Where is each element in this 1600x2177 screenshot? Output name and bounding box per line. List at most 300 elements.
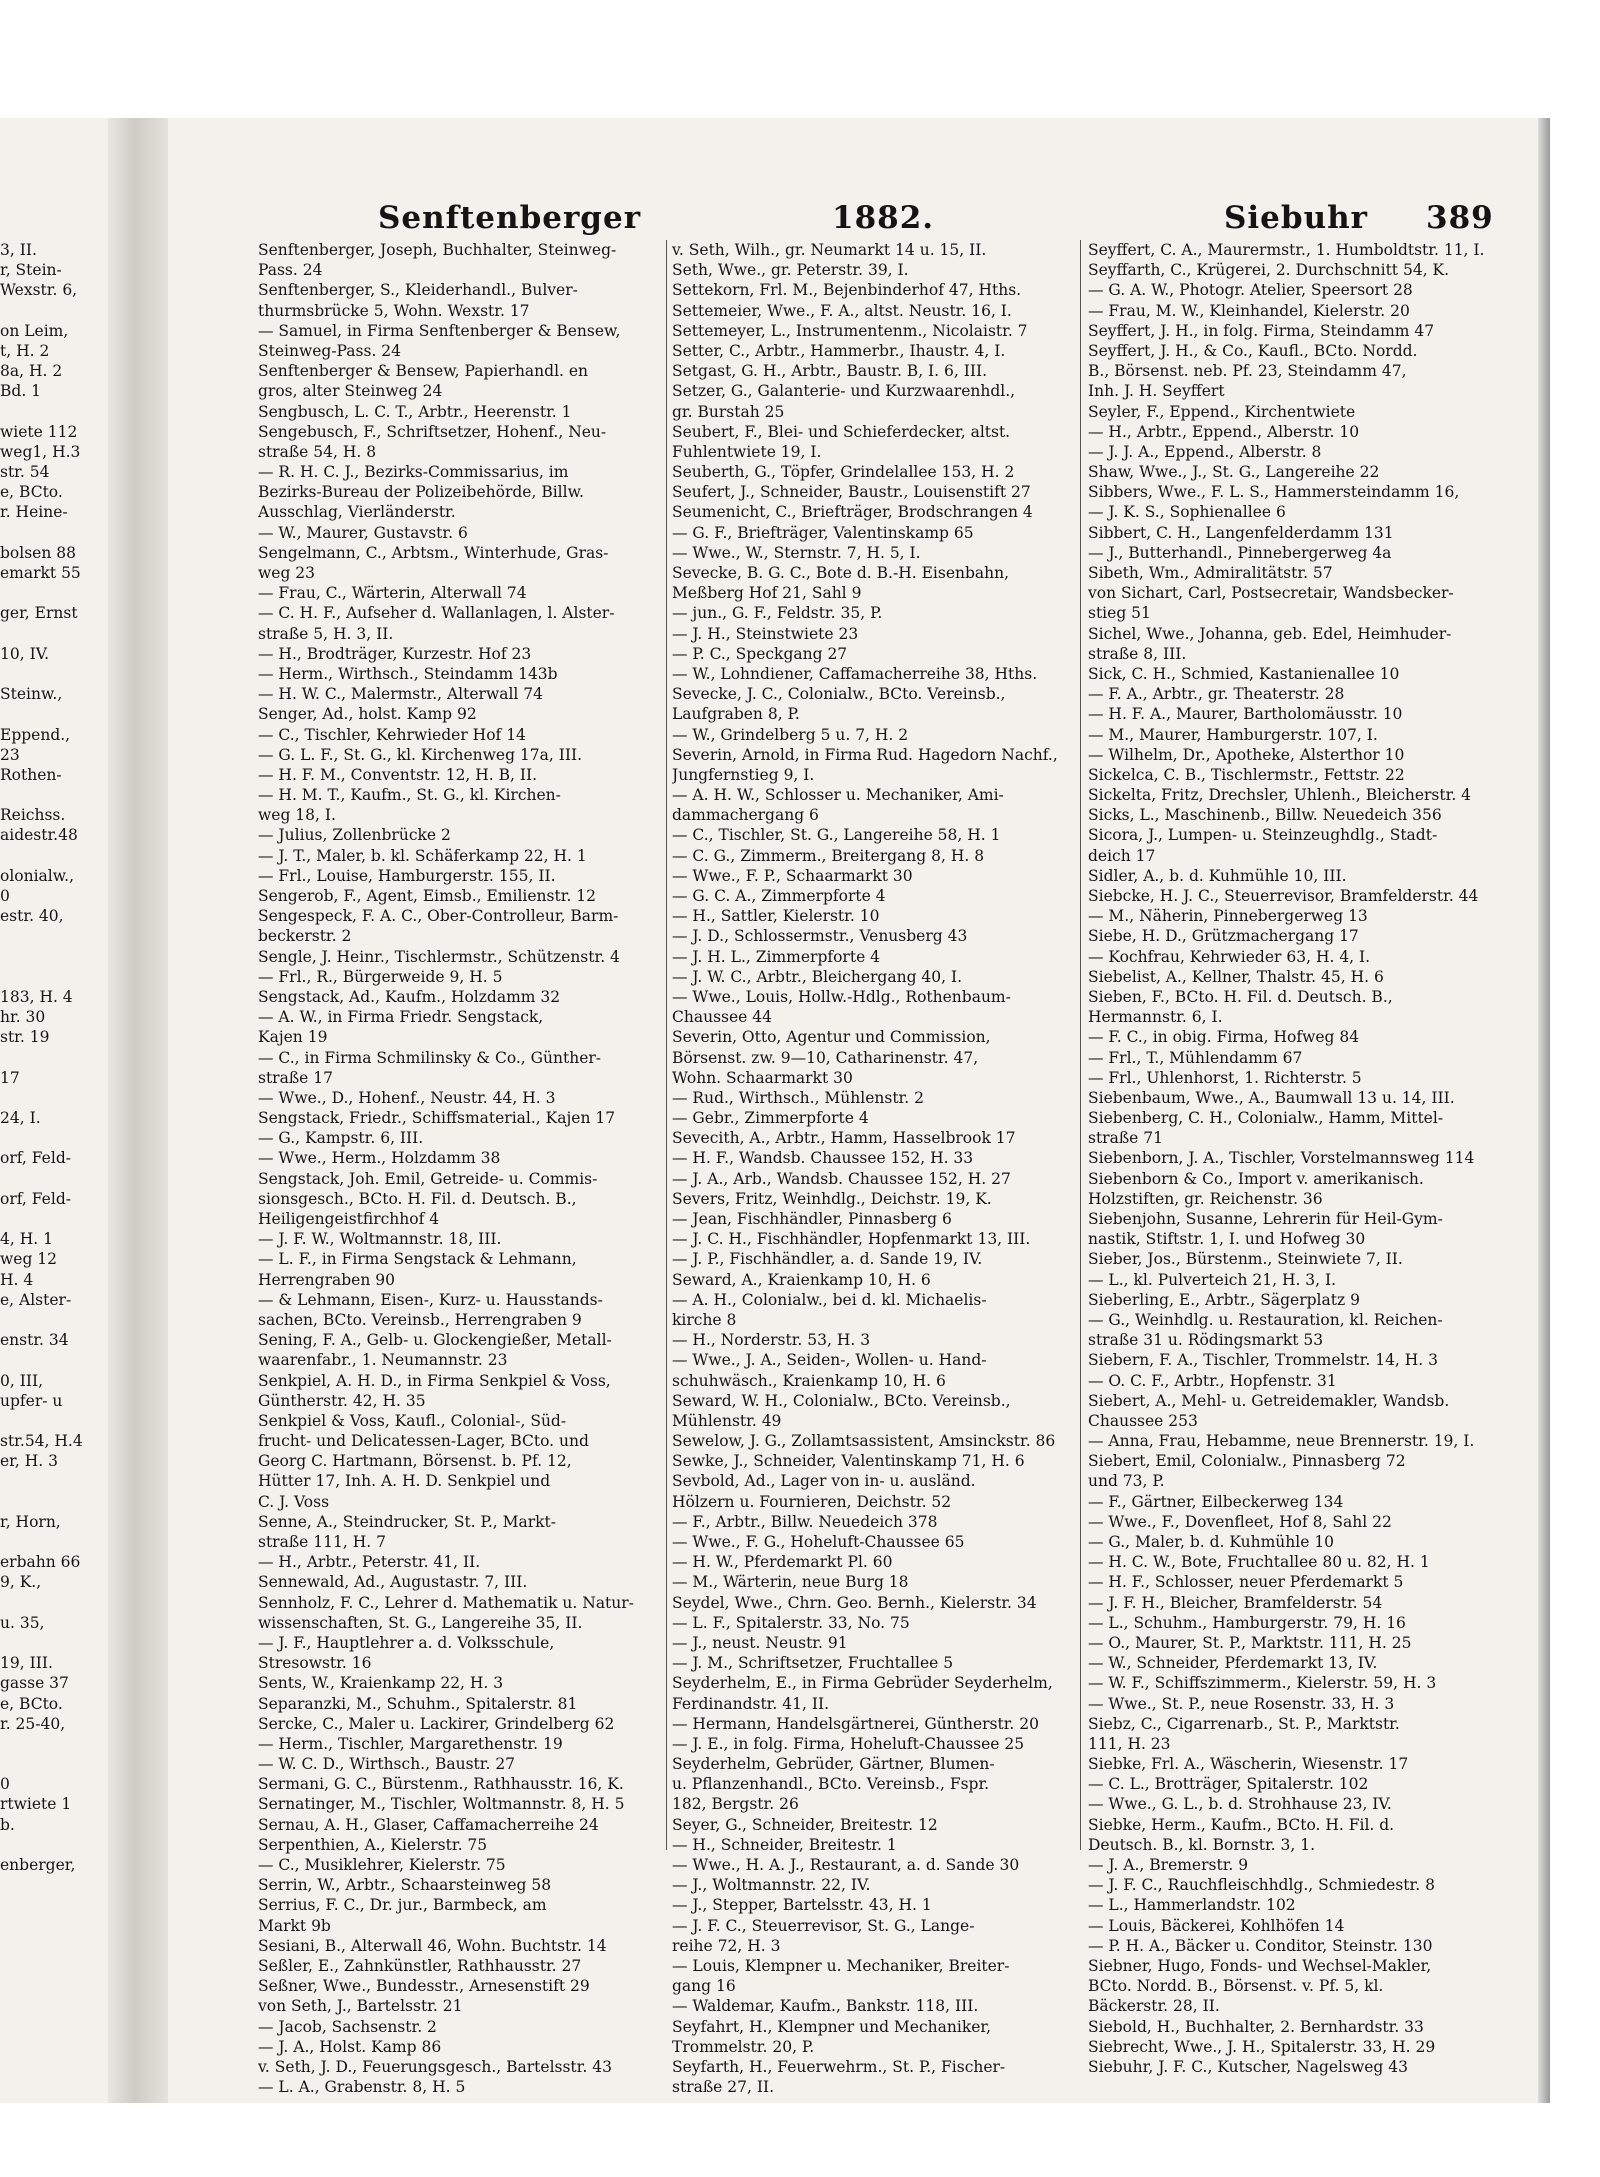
directory-entry-line: straße 5, H. 3, II. [258,624,394,643]
directory-entry-line: Sengbusch, L. C. T., Arbtr., Heerenstr. 1 [258,402,572,421]
directory-entry-line: Seyffert, J. H., in folg. Firma, Steindamm 47 [1088,321,1435,340]
directory-entry-line: Siebert, A., Mehl- u. Getreidemakler, Wandsb. [1088,1391,1450,1410]
directory-entry-line: stieg 51 [1088,604,1151,623]
directory-entry-line: Severs, Fritz, Weinhdlg., Deichstr. 19, K. [672,1189,992,1208]
directory-entry-line: str.54, H.4 [0,1432,83,1451]
directory-entry-line: Bd. 1 [0,382,42,401]
directory-entry-line: Sickelca, C. B., Tischlermstr., Fettstr. 22 [1088,765,1405,784]
directory-entry-line: Siebrecht, Wwe., J. H., Spitalerstr. 33, H. 29 [1088,2037,1436,2056]
directory-entry-line: Chaussee 253 [1088,1411,1198,1430]
directory-entry-line: 0 [0,887,10,905]
directory-entry-line: — Wwe., D., Hohenf., Neustr. 44, H. 3 [258,1088,556,1107]
directory-entry-line: Trommelstr. 20, P. [672,2037,815,2056]
directory-entry-line: r, Stein- [0,261,62,280]
directory-entry-line: wissenschaften, St. G., Langereihe 35, II. [258,1613,583,1632]
directory-entry-line: — J. T., Maler, b. kl. Schäferkamp 22, H. 1 [258,846,587,865]
directory-entry-line: — J. A., Bremerstr. 9 [1088,1856,1249,1874]
directory-entry-line: 9, K., [0,1573,42,1592]
directory-entry-line: Sickelta, Fritz, Drechsler, Uhlenh., Bleicherstr. 4 [1088,786,1472,805]
directory-entry-line: r. Heine- [0,503,68,522]
directory-entry-line: — M., Maurer, Hamburgerstr. 107, I. [1088,725,1378,744]
directory-entry-line: — Jacob, Sachsenstr. 2 [258,2017,437,2036]
directory-entry-line: Seydel, Wwe., Chrn. Geo. Bernh., Kielerstr. 34 [672,1593,1037,1612]
directory-entry-line: Sieber, Jos., Bürstenm., Steinwiete 7, II. [1088,1250,1403,1269]
directory-entry-line: v. Seth, J. D., Feuerungsgesch., Bartelsstr. 43 [258,2057,612,2076]
directory-entry-line: — Wwe., F. G., Hoheluft-Chaussee 65 [672,1533,965,1551]
book-gutter [108,118,168,2103]
directory-entry-line: Seyffert, J. H., & Co., Kaufl., BCto. Nordd. [1088,341,1418,360]
directory-entry-line: Seumenicht, C., Briefträger, Brodschrangen 4 [672,503,1033,522]
directory-entry-line [0,1593,100,1613]
directory-entry-line: Senger, Ad., holst. Kamp 92 [258,705,477,724]
directory-entry-line: Siebenbaum, Wwe., A., Baumwall 13 u. 14, III. [1088,1088,1455,1107]
directory-entry-line: Serrius, F. C., Dr. jur., Barmbeck, am [258,1896,547,1915]
directory-entry-line: Bezirks-Bureau der Polizeibehörde, Billw. [258,483,584,502]
directory-entry-line: Siebert, Emil, Colonialw., Pinnasberg 72 [1088,1452,1406,1471]
directory-entry-line: 183, H. 4 [0,987,73,1006]
directory-entry-line: Ausschlag, Vierländerstr. [258,503,456,522]
directory-entry-line: — L., Hammerlandstr. 102 [1088,1896,1296,1915]
directory-entry-line: — Frau, M. W., Kleinhandel, Kielerstr. 20 [1088,301,1410,320]
directory-entry-line: — C. G., Zimmerm., Breitergang 8, H. 8 [672,846,985,865]
directory-entry-line: straße 31 u. Rödingsmarkt 53 [1088,1331,1324,1350]
directory-entry-line: Hölzern u. Fournieren, Deichstr. 52 [672,1492,952,1511]
directory-entry-line: straße 71 [1088,1129,1164,1148]
directory-entry-line: — Louis, Bäckerei, Kohlhöfen 14 [1088,1916,1345,1935]
directory-entry-line: kirche 8 [672,1310,737,1329]
directory-entry-line: orf, Feld- [0,1189,71,1208]
directory-entry-line: erbahn 66 [0,1553,81,1572]
directory-entry-line: — J. A., Arb., Wandsb. Chaussee 152, H. 27 [672,1169,1011,1188]
directory-entry-line: — O. C. F., Arbtr., Hopfenstr. 31 [1088,1371,1337,1390]
directory-entry-line: Sicora, J., Lumpen- u. Steinzeughdlg., Stadt- [1088,826,1438,845]
directory-entry-line: Kajen 19 [258,1028,328,1047]
directory-entry-line: 19, III. [0,1654,53,1673]
directory-entry-line: Seyfarth, H., Feuerwehrm., St. P., Fischer- [672,2057,1006,2076]
directory-entry-line: Inh. J. H. Seyffert [1088,382,1225,401]
directory-entry-line: Sening, F. A., Gelb- u. Glockengießer, Metall- [258,1331,612,1350]
directory-entry-line: wiete 112 [0,422,78,441]
directory-entry-line: — Frl., T., Mühlendamm 67 [1088,1048,1303,1067]
directory-entry-line: Seufert, J., Schneider, Baustr., Louisenstift 27 [672,483,1031,502]
directory-entry-line: reihe 72, H. 3 [672,1936,781,1955]
directory-entry-line: — J. E., in folg. Firma, Hoheluft-Chaussee 25 [672,1734,1025,1753]
directory-entry-line: Separanzki, M., Schuhm., Spitalerstr. 81 [258,1694,578,1713]
directory-entry-line: — A. H. W., Schlosser u. Mechaniker, Ami- [672,786,1004,805]
directory-entry-line: v. Seth, Wilh., gr. Neumarkt 14 u. 15, II. [672,241,987,259]
directory-entry-line: Siebke, Frl. A., Wäscherin, Wiesenstr. 17 [1088,1755,1409,1774]
directory-entry-line: — F. A., Arbtr., gr. Theaterstr. 28 [1088,685,1345,704]
directory-entry-line: Chaussee 44 [672,1008,772,1027]
directory-entry-line [0,1471,100,1491]
directory-entry-line: str. 19 [0,1028,50,1047]
directory-entry-line: u. Pflanzenhandl., BCto. Vereinsb., Fspr. [672,1775,990,1794]
directory-entry-line: — H. F., Schlosser, neuer Pferdemarkt 5 [1088,1573,1404,1592]
directory-entry-line: Seth, Wwe., gr. Peterstr. 39, I. [672,261,909,280]
directory-entry-line: — J. A., Holst. Kamp 86 [258,2037,442,2056]
directory-entry-line: — G. F., Briefträger, Valentinskamp 65 [672,523,974,542]
previous-page-column-fragment [0,240,100,1875]
directory-entry-line: — Wwe., H. A. J., Restaurant, a. d. Sande 30 [672,1856,1020,1874]
directory-entry-line: r. 25-40, [0,1714,66,1733]
directory-entry-line: Mühlenstr. 49 [672,1411,782,1430]
directory-entry-line: Jungfernstieg 9, I. [672,765,815,784]
directory-entry-line: Senne, A., Steindrucker, St. P., Markt- [258,1512,556,1531]
directory-entry-line: Rothen- [0,765,62,784]
directory-entry-line [0,1835,100,1855]
directory-entry-line [0,1350,100,1370]
directory-entry-line: — H. W. C., Malermstr., Alterwall 74 [258,685,544,704]
directory-entry-line: Siebenberg, C. H., Colonialw., Hamm, Mittel- [1088,1109,1444,1128]
directory-entry-line: Deutsch. B., kl. Bornstr. 3, 1. [1088,1835,1316,1854]
directory-entry-line: Severin, Arnold, in Firma Rud. Hagedorn Nachf., [672,745,1058,764]
directory-entry-line: Senftenberger, Joseph, Buchhalter, Steinweg- [258,241,617,259]
directory-entry-line: Settemeyer, L., Instrumentenm., Nicolaistr. 7 [672,321,1028,340]
directory-entry-line: — H., Brodträger, Kurzestr. Hof 23 [258,644,532,663]
directory-entry-line: orf, Feld- [0,1149,71,1168]
directory-entry-line: 0, III, [0,1371,44,1390]
directory-entry-line: Börsenst. zw. 9—10, Catharinenstr. 47, [672,1048,979,1067]
directory-entry-line: — Wwe., F. P., Schaarmarkt 30 [672,866,913,885]
directory-entry-line: — H. F., Wandsb. Chaussee 152, H. 33 [672,1149,974,1168]
directory-entry-line: Sevbold, Ad., Lager von in- u. ausländ. [672,1472,976,1491]
directory-entry-line: gasse 37 [0,1674,69,1693]
directory-entry-line: Setgast, G. H., Arbtr., Baustr. B, I. 6, III. [672,362,988,381]
directory-entry-line: — J. H. L., Zimmerpforte 4 [672,947,881,966]
directory-entry-line: Sesiani, B., Alterwall 46, Wohn. Buchtstr. 14 [258,1936,607,1955]
directory-entry-line: Siebold, H., Buchhalter, 2. Bernhardstr. 33 [1088,2017,1424,2036]
directory-entry-line: Seyer, G., Schneider, Breitestr. 12 [672,1815,938,1834]
directory-entry-line: — C., in Firma Schmilinsky & Co., Günther- [258,1048,602,1067]
directory-entry-line: Pass. 24 [258,261,323,280]
directory-entry-line: — C. L., Brotträger, Spitalerstr. 102 [1088,1775,1369,1794]
column-rule [1080,240,1081,1850]
directory-entry-line: weg1, H.3 [0,442,81,461]
directory-entry-line [0,1088,100,1108]
directory-entry-line: Sengebusch, F., Schriftsetzer, Hohenf., Neu- [258,422,607,441]
directory-entry-line: — J. F., Hauptlehrer a. d. Volksschule, [258,1633,555,1652]
directory-entry-line [0,1209,100,1229]
directory-entry-line: Siebern, F. A., Tischler, Trommelstr. 14, H. 3 [1088,1351,1439,1370]
directory-entry-line [0,301,100,321]
directory-entry-line: Wexstr. 6, [0,281,78,300]
directory-entry-line: — C., Tischler, Kehrwieder Hof 14 [258,725,526,744]
directory-entry-line: sachen, BCto. Vereinsb., Herrengraben 9 [258,1310,582,1329]
directory-entry-line [0,947,100,967]
directory-entry-line: Seyffert, C. A., Maurermstr., 1. Humboldtstr. 11, I. [1088,241,1485,259]
directory-column-2 [672,240,1074,2097]
directory-entry-line [0,785,100,805]
directory-column-1 [258,240,660,2097]
directory-entry-line: — Wwe., St. P., neue Rosenstr. 33, H. 3 [1088,1694,1395,1713]
directory-entry-line [0,1633,100,1653]
directory-entry-line: — Waldemar, Kaufm., Bankstr. 118, III. [672,1997,979,2016]
directory-entry-line: — A. H., Colonialw., bei d. kl. Michaelis- [672,1290,987,1309]
directory-entry-line: — Wwe., W., Sternstr. 7, H. 5, I. [672,543,921,562]
directory-entry-line: — J. F. H., Bleicher, Bramfelderstr. 54 [1088,1593,1383,1612]
directory-entry-line: — C., Musiklehrer, Kielerstr. 75 [258,1856,506,1874]
directory-entry-line: Seßler, E., Zahnkünstler, Rathhausstr. 27 [258,1956,582,1975]
directory-entry-line: Markt 9b [258,1916,331,1935]
directory-entry-line: — G. C. A., Zimmerpforte 4 [672,887,886,905]
directory-entry-line: Senftenberger, S., Kleiderhandl., Bulver- [258,281,578,300]
directory-entry-line: Ferdinandstr. 41, II. [672,1694,829,1713]
directory-entry-line: 0 [0,1775,10,1794]
directory-entry-line: gr. Burstah 25 [672,402,785,421]
directory-entry-line: Eppend., [0,725,71,744]
directory-entry-line [0,1411,100,1431]
directory-entry-line: — M., Näherin, Pinnebergerweg 13 [1088,907,1368,926]
directory-entry-line: — J. C. H., Fischhändler, Hopfenmarkt 13, III. [672,1230,1031,1249]
directory-entry-line: Sicks, L., Maschinenb., Billw. Neuedeich 356 [1088,806,1442,825]
directory-entry-line: Sengelmann, C., Arbtsm., Winterhude, Gras- [258,543,609,562]
directory-entry-line: Laufgraben 8, P. [672,705,800,724]
directory-entry-line: Georg C. Hartmann, Börsenst. b. Pf. 12, [258,1452,572,1471]
directory-entry-line: straße 111, H. 7 [258,1533,386,1551]
running-head-right: Siebuhr [1224,200,1368,236]
directory-entry-line: emarkt 55 [0,564,81,582]
directory-entry-line: Siebner, Hugo, Fonds- und Wechsel-Makler, [1088,1956,1432,1975]
directory-entry-line [0,1128,100,1148]
directory-entry-line: straße 17 [258,1068,334,1087]
directory-entry-line: ger, Ernst [0,604,78,623]
directory-entry-line: — jun., G. F., Feldstr. 35, P. [672,604,883,623]
directory-entry-line: — H., Schneider, Breitestr. 1 [672,1835,897,1854]
directory-entry-line: — Hermann, Handelsgärtnerei, Güntherstr. 20 [672,1714,1039,1733]
directory-entry-line: estr. 40, [0,907,64,926]
directory-entry-line: — J. P., Fischhändler, a. d. Sande 19, IV. [672,1250,983,1269]
directory-entry-line: — Wwe., F., Dovenfleet, Hof 8, Sahl 22 [1088,1512,1392,1531]
directory-entry-line: Sengstack, Friedr., Schiffsmaterial., Kajen 17 [258,1109,616,1128]
directory-entry-line: — C. H. F., Aufseher d. Wallanlagen, l. Alster- [258,604,615,623]
directory-entry-line: — J. M., Schriftsetzer, Fruchtallee 5 [672,1654,954,1673]
directory-entry-line: Sengle, J. Heinr., Tischlermstr., Schützenstr. 4 [258,947,620,966]
directory-entry-line: er, H. 3 [0,1452,58,1471]
directory-entry-line: — W., Grindelberg 5 u. 7, H. 2 [672,725,909,744]
directory-entry-line: — Frau, C., Wärterin, Alterwall 74 [258,584,527,603]
directory-entry-line: weg 12 [0,1250,58,1269]
directory-entry-line: — Samuel, in Firma Senftenberger & Bensew, [258,321,621,340]
directory-entry-line: — G. A. W., Photogr. Atelier, Speersort 28 [1088,281,1413,300]
directory-entry-line: Sevecke, J. C., Colonialw., BCto. Vereinsb., [672,685,1006,704]
directory-entry-line: Sewelow, J. G., Zollamtsassistent, Amsinckstr. 86 [672,1432,1056,1451]
directory-entry-line: — W. F., Schiffszimmerm., Kielerstr. 59, H. 3 [1088,1674,1437,1693]
running-head-left: Senftenberger [378,200,642,236]
directory-entry-line: — H. M. T., Kaufm., St. G., kl. Kirchen- [258,786,561,805]
directory-entry-line: 24, I. [0,1109,41,1128]
directory-entry-line: Senkpiel, A. H. D., in Firma Senkpiel & Voss, [258,1371,611,1390]
directory-entry-line: Seubert, F., Blei- und Schieferdecker, altst. [672,422,1011,441]
directory-entry-line: C. J. Voss [258,1492,330,1511]
directory-entry-line: Sevecke, B. G. C., Bote d. B.-H. Eisenbahn, [672,564,1010,582]
directory-entry-line: rtwiete 1 [0,1795,72,1814]
directory-entry-line: 3, II. [0,241,37,259]
directory-entry-line: e, BCto. [0,1694,63,1713]
directory-entry-line: — H., Norderstr. 53, H. 3 [672,1331,871,1350]
directory-entry-line: enberger, [0,1856,76,1874]
directory-entry-line: waarenfabr., 1. Neumannstr. 23 [258,1351,508,1370]
directory-entry-line: — F., Arbtr., Billw. Neuedeich 378 [672,1512,938,1531]
directory-entry-line [0,1492,100,1512]
directory-entry-line: straße 27, II. [672,2078,775,2097]
directory-entry-line: — Frl., Uhlenhorst, 1. Richterstr. 5 [1088,1068,1362,1087]
running-head-year: 1882. [832,200,935,236]
directory-entry-line: on Leim, [0,321,69,340]
directory-entry-line: schuhwäsch., Kraienkamp 10, H. 6 [672,1371,946,1390]
directory-entry-line: Sercke, C., Maler u. Lackirer, Grindelberg 62 [258,1714,615,1733]
directory-entry-line: — J., Stepper, Bartelsstr. 43, H. 1 [672,1896,932,1915]
directory-entry-line: Siebz, C., Cigarrenarb., St. P., Marktstr. [1088,1714,1400,1733]
directory-entry-line: enstr. 34 [0,1331,69,1350]
directory-entry-line: e, BCto. [0,483,63,502]
directory-entry-line: Sewke, J., Schneider, Valentinskamp 71, H. 6 [672,1452,1025,1471]
directory-entry-line: Seward, W. H., Colonialw., BCto. Vereinsb., [672,1391,1011,1410]
directory-entry-line: Güntherstr. 42, H. 35 [258,1391,426,1410]
page-number: 389 [1426,200,1494,236]
directory-entry-line: — Frl., Louise, Hamburgerstr. 155, II. [258,866,556,885]
directory-entry-line: — C., Tischler, St. G., Langereihe 58, H. 1 [672,826,1001,845]
directory-entry-line: Siebenjohn, Susanne, Lehrerin für Heil-Gym- [1088,1210,1443,1228]
directory-entry-line: straße 8, III. [1088,644,1187,663]
directory-entry-line: B., Börsenst. neb. Pf. 23, Steindamm 47, [1088,362,1407,381]
directory-entry-line: str. 54 [0,463,50,482]
directory-entry-line: Settekorn, Frl. M., Bejenbinderhof 47, Hths. [672,281,1022,300]
directory-entry-line: bolsen 88 [0,543,76,562]
directory-entry-line: Wohn. Schaarmarkt 30 [672,1068,853,1087]
directory-entry-line: Bäckerstr. 28, II. [1088,1997,1220,2016]
directory-entry-line: aidestr.48 [0,826,78,845]
directory-entry-line [0,664,100,684]
directory-entry-line: — G. L. F., St. G., kl. Kirchenweg 17a, III. [258,745,583,764]
directory-entry-line: weg 18, I. [258,806,336,825]
directory-entry-line: Shaw, Wwe., J., St. G., Langereihe 22 [1088,463,1380,482]
directory-entry-line: weg 23 [258,564,316,582]
directory-entry-line: — Wilhelm, Dr., Apotheke, Alsterthor 10 [1088,745,1405,764]
directory-entry-line: Siebcke, H. J. C., Steuerrevisor, Bramfelderstr. 44 [1088,887,1479,905]
directory-entry-line: Siebuhr, J. F. C., Kutscher, Nagelsweg 43 [1088,2057,1408,2076]
directory-entry-line: gang 16 [672,1977,736,1996]
directory-entry-line: Sengstack, Ad., Kaufm., Holzdamm 32 [258,987,561,1006]
directory-entry-line: Seyderhelm, E., in Firma Gebrüder Seyderhelm, [672,1674,1053,1693]
directory-entry-line: Sengespeck, F. A. C., Ober-Controlleur, Barm- [258,907,619,926]
directory-entry-line [0,1310,100,1330]
directory-entry-line: — & Lehmann, Eisen-, Kurz- u. Hausstands- [258,1290,603,1309]
directory-entry-line [0,523,100,543]
directory-entry-line: Sermani, G. C., Bürstenm., Rathhausstr. 16, K. [258,1775,624,1794]
directory-entry-line: 111, H. 23 [1088,1734,1171,1753]
directory-entry-line: Sieberling, E., Arbtr., Sägerplatz 9 [1088,1290,1360,1309]
directory-entry-line: 10, IV. [0,644,50,663]
directory-entry-line: — L., kl. Pulverteich 21, H. 3, I. [1088,1270,1337,1289]
directory-entry-line: von Sichart, Carl, Postsecretair, Wandsbecker- [1088,584,1454,603]
directory-entry-line: — J. W. C., Arbtr., Bleichergang 40, I. [672,967,963,986]
directory-entry-line: — R. H. C. J., Bezirks-Commissarius, im [258,463,569,482]
directory-entry-line: Sibbers, Wwe., F. L. S., Hammersteindamm 16, [1088,483,1460,502]
directory-entry-line: — Frl., R., Bürgerweide 9, H. 5 [258,967,503,986]
directory-entry-line: Seward, A., Kraienkamp 10, H. 6 [672,1270,931,1289]
directory-entry-line: — J., Woltmannstr. 22, IV. [672,1876,871,1895]
directory-entry-line: Meßberg Hof 21, Sahl 9 [672,584,862,603]
directory-entry-line: — J. K. S., Sophienallee 6 [1088,503,1286,522]
directory-entry-line: — J. F. C., Rauchfleischhdlg., Schmiedestr. 8 [1088,1876,1435,1895]
directory-entry-line: Siebelist, A., Kellner, Thalstr. 45, H. 6 [1088,967,1384,986]
directory-entry-line: — M., Wärterin, neue Burg 18 [672,1573,909,1592]
directory-entry-line: — J. H., Steinstwiete 23 [672,624,859,643]
directory-entry-line: Setzer, G., Galanterie- und Kurzwaarenhdl., [672,382,1016,401]
directory-entry-line: BCto. Nordd. B., Börsenst. v. Pf. 5, kl. [1088,1977,1384,1996]
directory-entry-line: hr. 30 [0,1008,46,1027]
directory-entry-line: Seßner, Wwe., Bundesstr., Arnesenstift 29 [258,1977,590,1996]
directory-entry-line: — J. D., Schlossermstr., Venusberg 43 [672,927,968,946]
directory-entry-line: Steinw., [0,685,63,704]
directory-entry-line: — H., Sattler, Kielerstr. 10 [672,907,880,926]
directory-entry-line: — H., Arbtr., Peterstr. 41, II. [258,1553,481,1572]
directory-entry-line: Seyfahrt, H., Klempner und Mechaniker, [672,2017,992,2036]
directory-entry-line: — L. F., in Firma Sengstack & Lehmann, [258,1250,577,1269]
directory-entry-line [0,624,100,644]
directory-entry-line: gros, alter Steinweg 24 [258,382,443,401]
directory-entry-line: thurmsbrücke 5, Wohn. Wexstr. 17 [258,301,530,320]
directory-entry-line: Stresowstr. 16 [258,1654,372,1673]
directory-entry-line: r, Horn, [0,1512,61,1531]
directory-entry-line: Herrengraben 90 [258,1270,395,1289]
directory-entry-line: — Herm., Wirthsch., Steindamm 143b [258,664,558,683]
directory-entry-line: Sents, W., Kraienkamp 22, H. 3 [258,1674,504,1693]
directory-entry-line: — Wwe., G. L., b. d. Strohhause 23, IV. [1088,1795,1392,1814]
directory-entry-line: — O., Maurer, St. P., Marktstr. 111, H. 25 [1088,1633,1412,1652]
directory-entry-line: Sick, C. H., Schmied, Kastanienallee 10 [1088,664,1400,683]
directory-entry-line: Siebe, H. D., Grützmachergang 17 [1088,927,1359,946]
directory-entry-line: Sennewald, Ad., Augustastr. 7, III. [258,1573,528,1592]
directory-entry-line: Sernatinger, M., Tischler, Woltmannstr. 8, H. 5 [258,1795,625,1814]
directory-entry-line: — G., Weinhdlg. u. Restauration, kl. Reichen- [1088,1310,1443,1329]
directory-entry-line: Sevecith, A., Arbtr., Hamm, Hasselbrook 17 [672,1129,1016,1148]
directory-entry-line: Siebenborn & Co., Import v. amerikanisch. [1088,1169,1424,1188]
directory-entry-line: — W., Schneider, Pferdemarkt 13, IV. [1088,1654,1378,1673]
directory-entry-line: Fuhlentwiete 19, I. [672,442,822,461]
directory-entry-line: Holzstiften, gr. Reichenstr. 36 [1088,1189,1323,1208]
directory-entry-line [0,1169,100,1189]
directory-entry-line: Sengstack, Joh. Emil, Getreide- u. Commis- [258,1169,598,1188]
directory-entry-line: upfer- u [0,1391,63,1410]
directory-entry-line: Sibeth, Wm., Admiralitätstr. 57 [1088,564,1333,582]
directory-entry-line: — H. W., Pferdemarkt Pl. 60 [672,1553,893,1572]
directory-entry-line [0,402,100,422]
directory-entry-line: 8a, H. 2 [0,362,63,381]
directory-entry-line: — Louis, Klempner u. Mechaniker, Breiter- [672,1956,1010,1975]
directory-entry-line: — P. H. A., Bäcker u. Conditor, Steinstr. 130 [1088,1936,1433,1955]
directory-entry-line: Sidler, A., b. d. Kuhmühle 10, III. [1088,866,1347,885]
directory-entry-line: — Kochfrau, Kehrwieder 63, H. 4, I. [1088,947,1371,966]
directory-entry-line: — H. C. W., Bote, Fruchtallee 80 u. 82, H. 1 [1088,1553,1430,1572]
directory-entry-line: Sibbert, C. H., Langenfelderdamm 131 [1088,523,1394,542]
directory-entry-line: — J., Butterhandl., Pinnebergerweg 4a [1088,543,1392,562]
directory-entry-line: — Wwe., J. A., Seiden-, Wollen- u. Hand- [672,1351,987,1370]
directory-entry-line: — L. F., Spitalerstr. 33, No. 75 [672,1613,910,1632]
directory-entry-line: H. 4 [0,1270,34,1289]
directory-entry-line: — J. F. W., Woltmannstr. 18, III. [258,1230,502,1249]
directory-entry-line: olonialw., [0,866,75,885]
directory-entry-line: Seyler, F., Eppend., Kirchentwiete [1088,402,1356,421]
directory-entry-line [0,1532,100,1552]
directory-entry-line: t, H. 2 [0,341,50,360]
directory-entry-line: — J., neust. Neustr. 91 [672,1633,848,1652]
directory-entry-line: b. [0,1815,15,1834]
directory-entry-line: — Anna, Frau, Hebamme, neue Brennerstr. 19, I. [1088,1432,1475,1451]
directory-entry-line: Serrin, W., Arbtr., Schaarsteinweg 58 [258,1876,552,1895]
directory-entry-line [0,846,100,866]
directory-entry-line: 23 [0,745,20,764]
